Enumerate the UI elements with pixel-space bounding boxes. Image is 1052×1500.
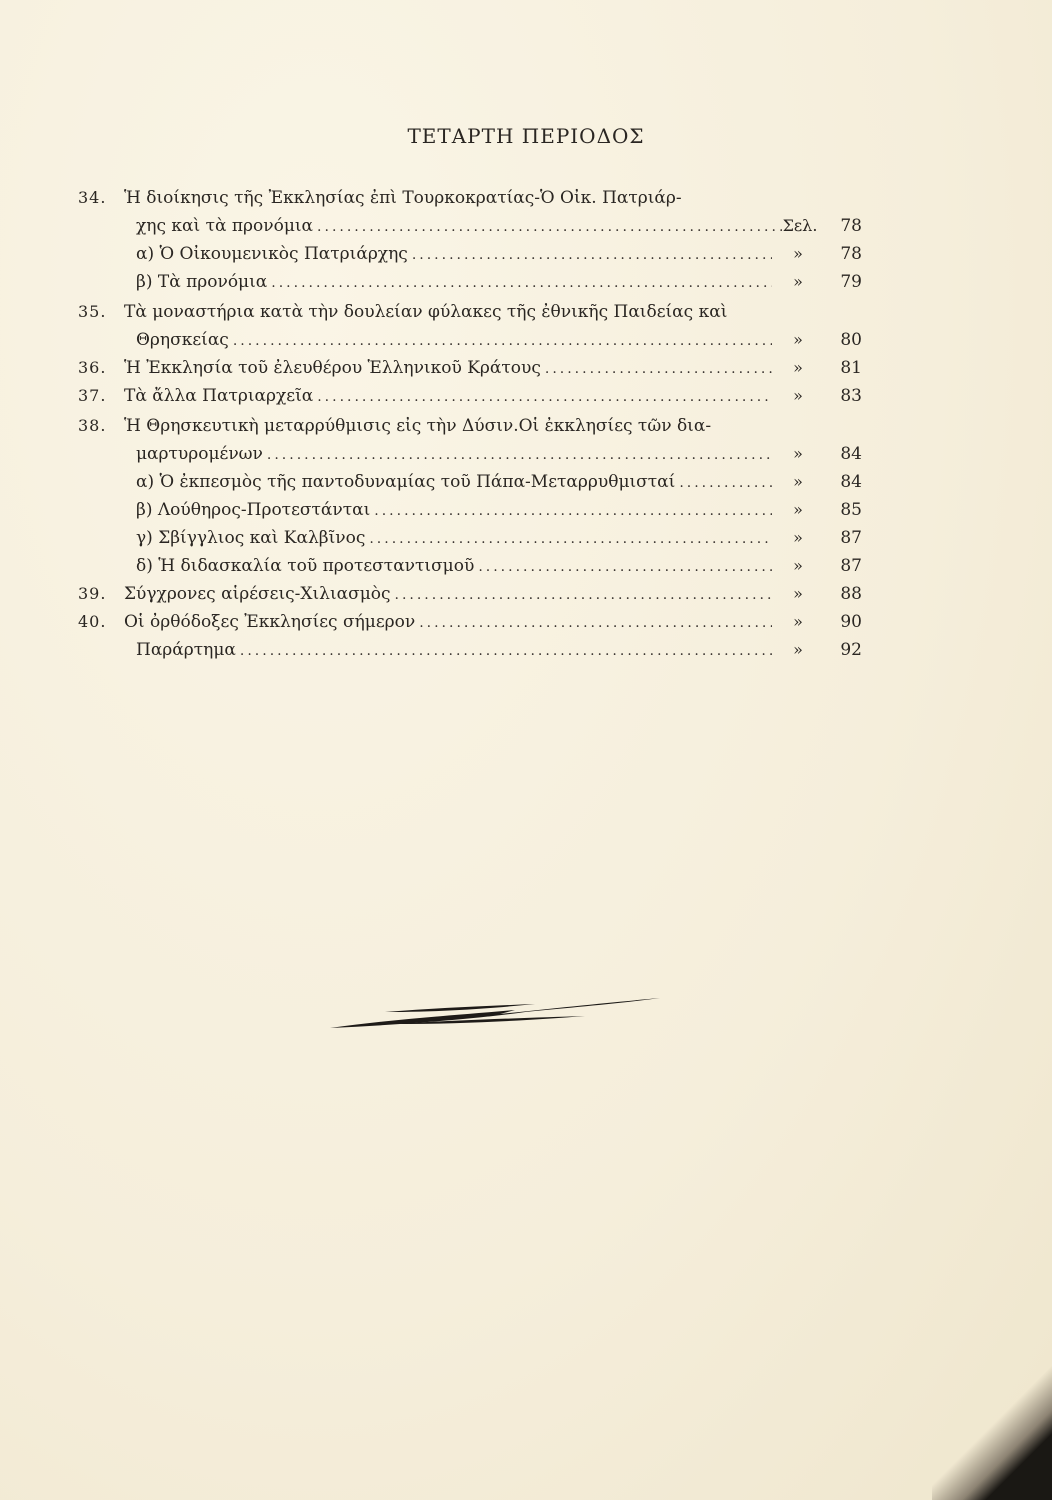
dot-leader [369, 525, 772, 553]
ditto-mark: » [793, 528, 803, 547]
entry-text-wrap [124, 184, 682, 212]
page-number: 88 [840, 584, 862, 604]
entry-text-wrap [136, 240, 776, 269]
entry-number: 37. [78, 386, 107, 405]
ditto-mark: » [793, 244, 803, 263]
toc-row [0, 268, 1052, 296]
entry-number: 36. [78, 358, 107, 377]
entry-text: α) Ὁ Οἰκουμενικὸς Πατριάρχης [136, 244, 408, 264]
page-number: 78 [840, 244, 862, 264]
entry-text-wrap [136, 636, 776, 665]
toc-row [0, 552, 1052, 580]
ditto-mark: » [793, 330, 803, 349]
entry-text: χης καὶ τὰ προνόμια [136, 216, 314, 236]
entry-text-wrap [136, 524, 776, 553]
ditto-mark: » [793, 500, 803, 519]
toc-row [0, 524, 1052, 552]
ditto-mark: » [793, 612, 803, 631]
toc-row [0, 636, 1052, 664]
entry-text-wrap [136, 326, 776, 355]
page-number: 83 [840, 386, 862, 406]
entry-text-wrap [124, 580, 776, 609]
entry-text: β) Τὰ προνόμια [136, 272, 268, 292]
entry-text: Οἱ ὀρθόδοξες Ἐκκλησίες σήμερον [124, 612, 416, 632]
entry-text: Τὰ μοναστήρια κατὰ τὴν δουλείαν φύλακες τῆς ἐθνικῆς Παιδείας καὶ [124, 302, 728, 322]
entry-text-wrap [136, 268, 776, 297]
dot-leader [233, 327, 772, 355]
toc-row [0, 298, 1052, 326]
entry-text-wrap [124, 354, 776, 383]
dot-leader [412, 241, 772, 269]
dot-leader [267, 441, 772, 469]
toc-row [0, 326, 1052, 354]
decorative-flourish [325, 990, 665, 1040]
toc-row [0, 580, 1052, 608]
page-number: 84 [840, 444, 862, 464]
page-number: 81 [840, 358, 862, 378]
page-number: 85 [840, 500, 862, 520]
entry-text-wrap [124, 412, 711, 440]
entry-text-wrap [124, 298, 727, 326]
dot-leader [374, 497, 772, 525]
entry-text: μαρτυρομένων [136, 444, 263, 464]
entry-number: 34. [78, 188, 107, 207]
page-heading: ΤΕΤΑΡΤΗ ΠΕΡΙΟΔΟΣ [407, 124, 645, 148]
toc-row [0, 440, 1052, 468]
ditto-mark: » [793, 472, 803, 491]
entry-text-wrap [124, 382, 776, 411]
toc-row [0, 496, 1052, 524]
ditto-mark: » [793, 640, 803, 659]
entry-text: Ἡ διοίκησις τῆς Ἐκκλησίας ἐπὶ Τουρκοκρατίας-Ὁ Οἰκ. Πατριάρ- [124, 188, 682, 208]
toc-row [0, 608, 1052, 636]
toc-row [0, 212, 1052, 240]
page-corner-shadow [932, 1320, 1052, 1500]
page-number: 79 [840, 272, 862, 292]
dot-leader [317, 383, 772, 411]
entry-number: 38. [78, 416, 107, 435]
entry-number: 40. [78, 612, 107, 631]
page-label: Σελ. [782, 216, 818, 235]
dot-leader [478, 553, 772, 581]
dot-leader [317, 213, 782, 241]
entry-number: 39. [78, 584, 107, 603]
toc-row [0, 240, 1052, 268]
entry-text-wrap [124, 608, 776, 637]
page-number: 80 [840, 330, 862, 350]
page-number: 87 [840, 556, 862, 576]
dot-leader [545, 355, 772, 383]
entry-text-wrap [136, 440, 776, 469]
ditto-mark: » [793, 584, 803, 603]
page-number: 84 [840, 472, 862, 492]
dot-leader [271, 269, 772, 297]
page-number: 90 [840, 612, 862, 632]
toc-row [0, 382, 1052, 410]
page-number: 87 [840, 528, 862, 548]
entry-text: δ) Ἡ διδασκαλία τοῦ προτεσταντισμοῦ [136, 556, 475, 576]
ditto-mark: » [793, 358, 803, 377]
dot-leader [419, 609, 772, 637]
ditto-mark: » [793, 272, 803, 291]
entry-text: α) Ὁ ἐκπεσμὸς τῆς παντοδυναμίας τοῦ Πάπα-Μεταρρυθμισταί [136, 472, 676, 492]
entry-text: Παράρτημα [136, 640, 236, 660]
entry-text: Θρησκείας [136, 330, 229, 350]
toc-row [0, 468, 1052, 496]
ditto-mark: » [793, 444, 803, 463]
toc-row [0, 354, 1052, 382]
dot-leader [395, 581, 773, 609]
ditto-mark: » [793, 386, 803, 405]
dot-leader [240, 637, 772, 665]
entry-text: Τὰ ἄλλα Πατριαρχεῖα [124, 386, 314, 406]
entry-text: Ἡ Θρησκευτικὴ μεταρρύθμισις εἰς τὴν Δύσιν.Οἱ ἐκκλησίες τῶν δια- [124, 416, 712, 436]
ditto-mark: » [793, 556, 803, 575]
page-number: 92 [840, 640, 862, 660]
entry-number: 35. [78, 302, 107, 321]
entry-text-wrap [136, 468, 776, 497]
entry-text: Σύγχρονες αἱρέσεις-Χιλιασμὸς [124, 584, 391, 604]
dot-leader [679, 469, 772, 497]
toc-row [0, 412, 1052, 440]
entry-text-wrap [136, 552, 776, 581]
entry-text: Ἡ Ἐκκλησία τοῦ ἐλευθέρου Ἑλληνικοῦ Κράτους [124, 358, 541, 378]
page-number: 78 [840, 216, 862, 236]
entry-text: β) Λούθηρος-Προτεστάνται [136, 500, 371, 520]
entry-text-wrap [136, 212, 786, 241]
entry-text: γ) Σβίγγλιος καὶ Καλβῖνος [136, 528, 366, 548]
toc-row [0, 184, 1052, 212]
entry-text-wrap [136, 496, 776, 525]
